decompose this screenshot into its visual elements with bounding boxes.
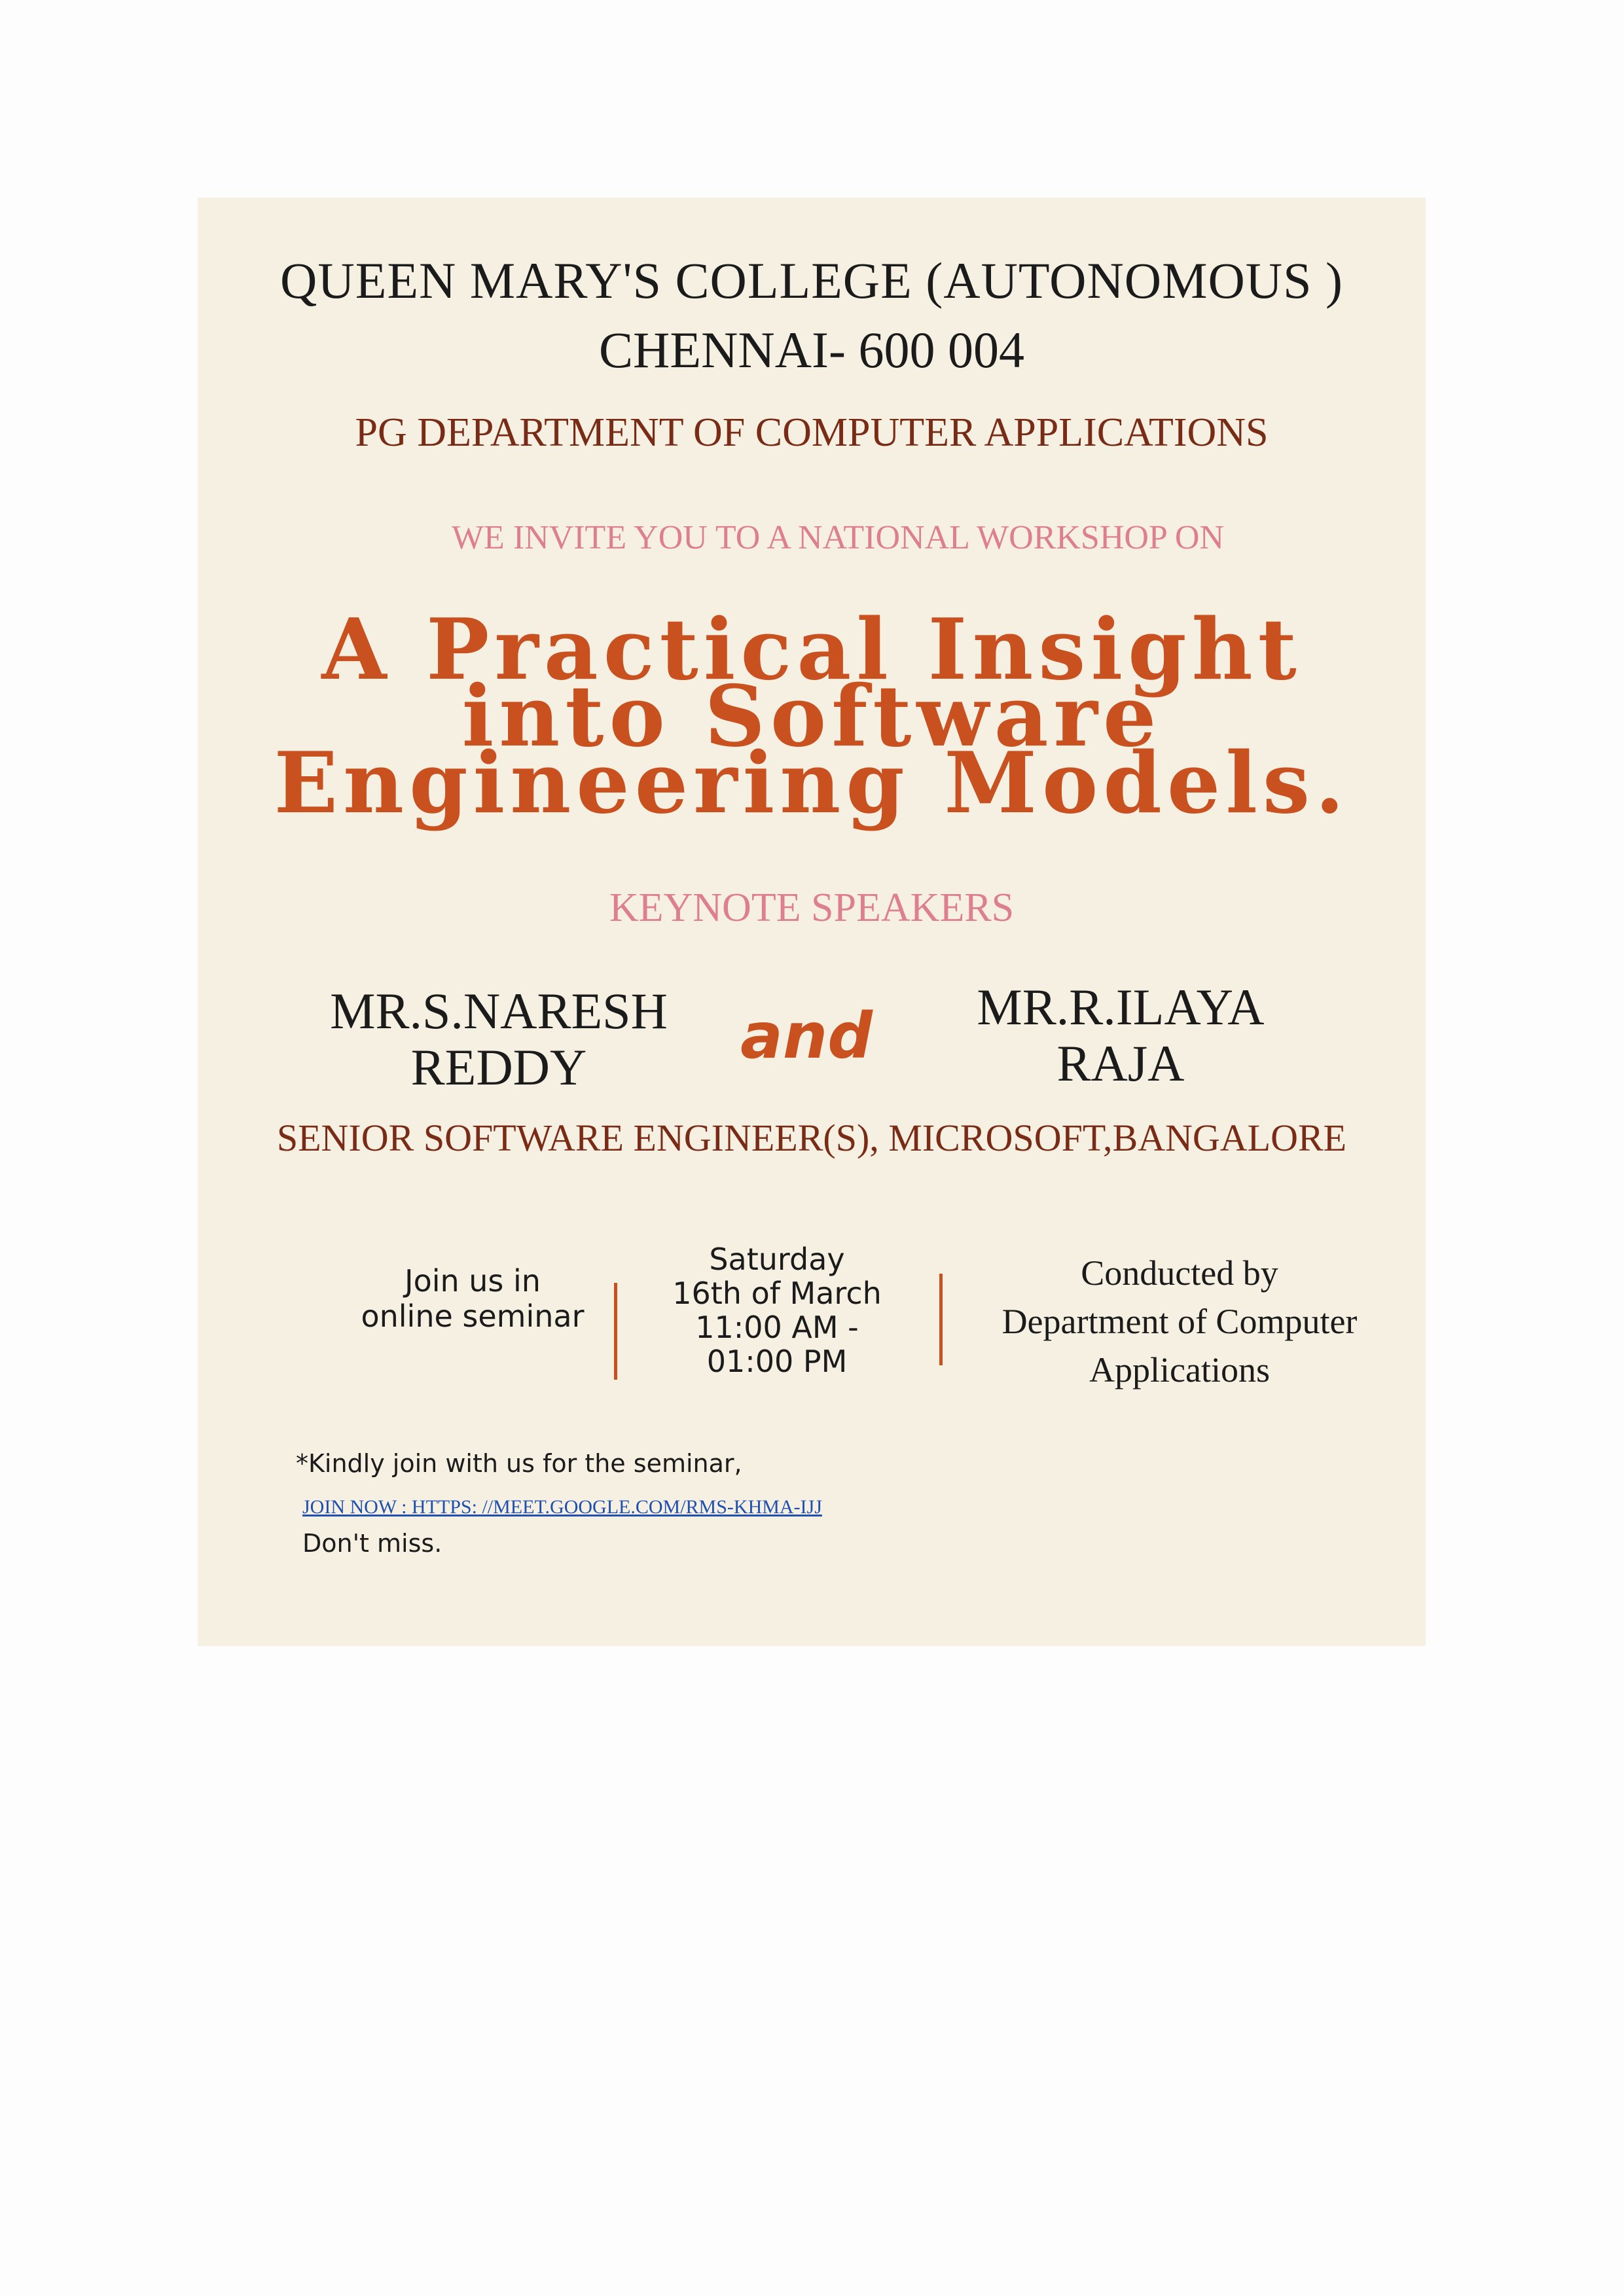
conducted-info	[950, 1249, 1409, 1394]
join-line-2: online seminar	[361, 1299, 585, 1334]
event-time-end: 01:00 PM	[706, 1344, 848, 1379]
speaker-1-line-2: REDDY	[410, 1039, 587, 1096]
join-now-link[interactable]: JOIN NOW : HTTPS: //MEET.GOOGLE.COM/RMS-KHMA-IJJ	[302, 1496, 822, 1518]
speaker-1	[283, 983, 715, 1096]
closing-text: Don't miss.	[302, 1529, 442, 1558]
workshop-poster	[198, 198, 1426, 1646]
join-note: *Kindly join with us for the seminar,	[296, 1449, 742, 1478]
conducted-line-3: Applications	[1089, 1350, 1270, 1390]
keynote-heading: KEYNOTE SPEAKERS	[609, 886, 1015, 930]
speaker-role: SENIOR SOFTWARE ENGINEER(S), MICROSOFT,BANGALORE	[276, 1117, 1347, 1159]
invite-line: WE INVITE YOU TO A NATIONAL WORKSHOP ON	[451, 519, 1225, 556]
department-name: PG DEPARTMENT OF COMPUTER APPLICATIONS	[355, 410, 1269, 455]
event-time-start: 11:00 AM -	[695, 1310, 859, 1345]
divider-left	[614, 1283, 617, 1380]
and-connector: and	[740, 999, 873, 1073]
join-line-1: Join us in	[405, 1263, 541, 1299]
speaker-1-line-1: MR.S.NARESH	[330, 982, 668, 1039]
speaker-2-line-2: RAJA	[1056, 1035, 1185, 1092]
date-info	[636, 1242, 918, 1378]
conducted-line-2: Department of Computer	[1001, 1302, 1358, 1341]
speaker-2	[905, 979, 1337, 1092]
join-info	[329, 1263, 617, 1334]
event-day: Saturday	[709, 1242, 845, 1277]
workshop-title: A Practical Insight into Software Engineering Models.	[274, 601, 1350, 833]
conducted-line-1: Conducted by	[1081, 1253, 1278, 1293]
event-date: 16th of March	[672, 1276, 882, 1311]
college-name: QUEEN MARY'S COLLEGE (AUTONOMOUS )	[280, 252, 1343, 309]
speaker-2-line-1: MR.R.ILAYA	[977, 978, 1265, 1035]
college-city: CHENNAI- 600 004	[599, 321, 1024, 378]
divider-right	[939, 1274, 943, 1365]
